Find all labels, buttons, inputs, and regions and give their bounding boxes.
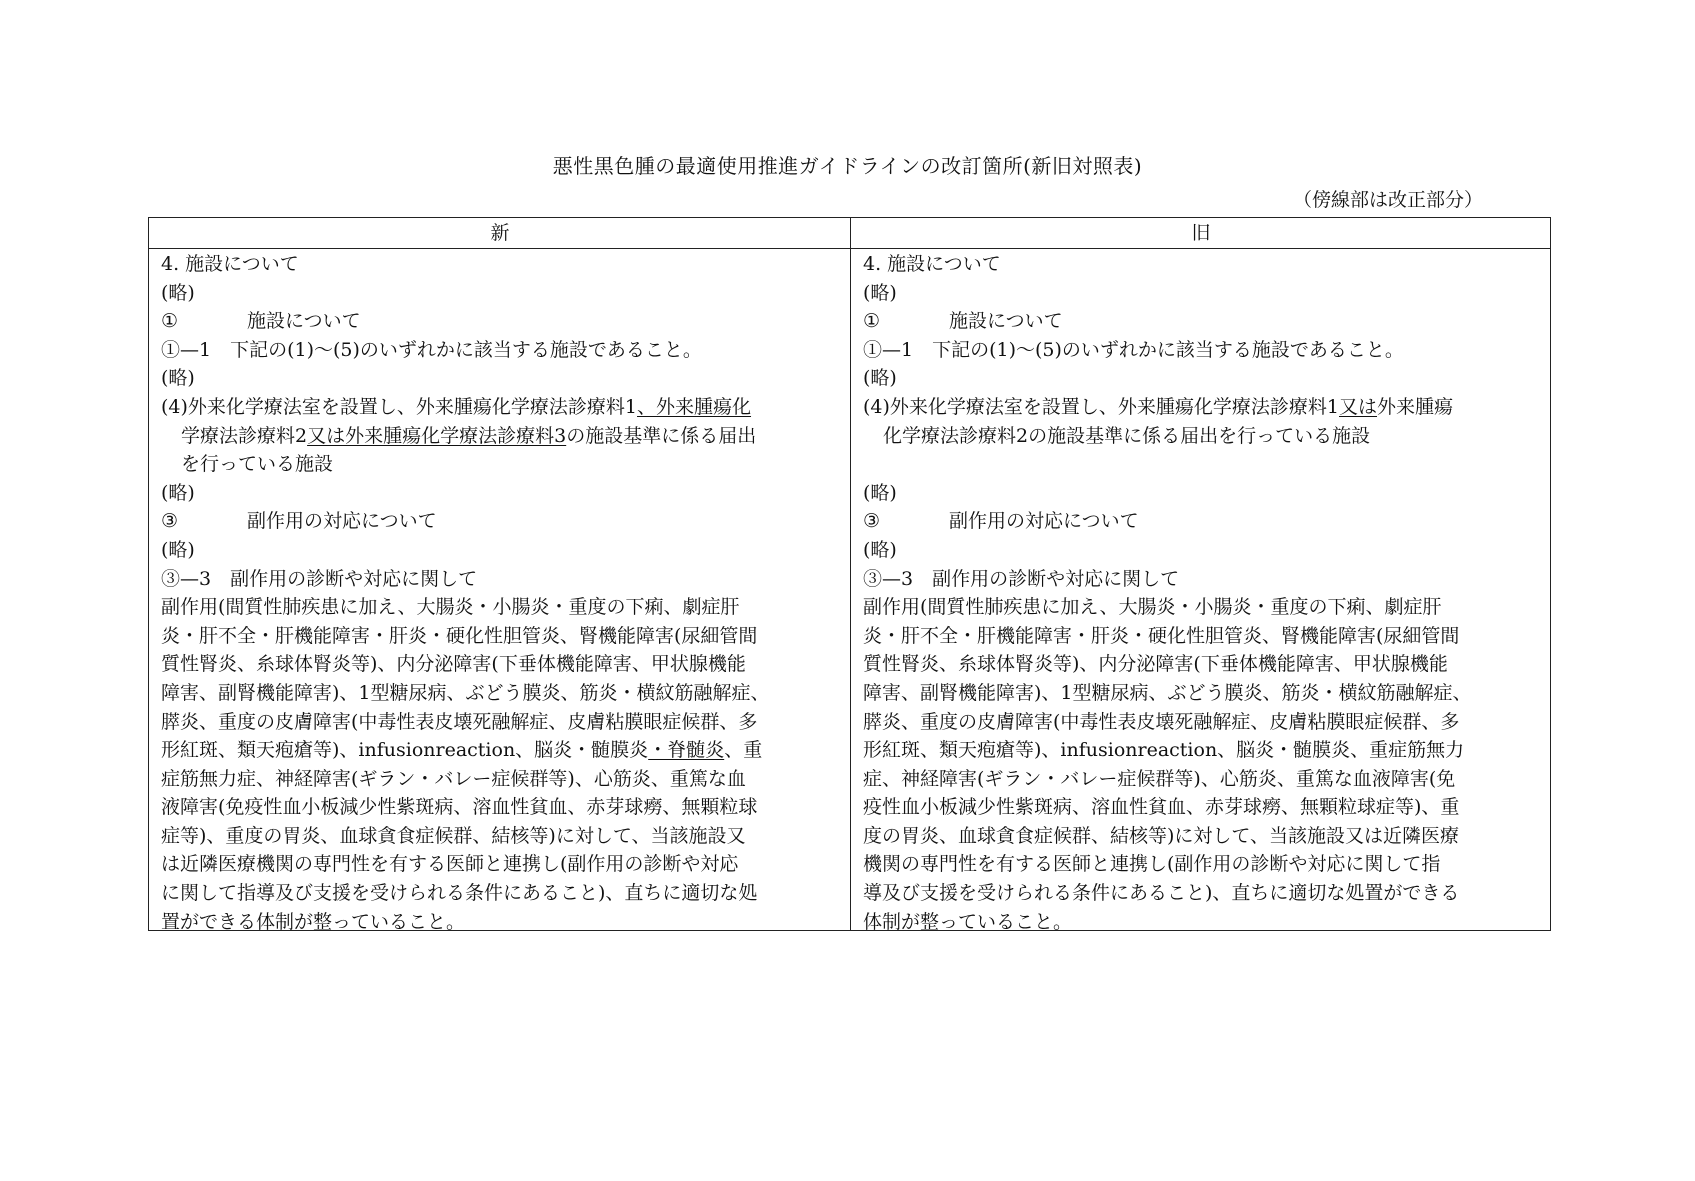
omitted-mark: (略) — [863, 367, 897, 390]
item4-text: の施設基準に係る届出 — [566, 424, 757, 447]
side-effects-line: 疫性血小板減少性紫斑病、溶血性貧血、赤芽球癆、無顆粒球症等)、重 — [863, 796, 1460, 819]
new-column-body — [161, 250, 846, 936]
column-divider — [850, 218, 851, 930]
omitted-mark: (略) — [863, 538, 897, 561]
section-heading: 4. 施設について — [161, 253, 299, 275]
item3-title: 副作用の対応について — [247, 510, 437, 533]
side-effects-line: 症、神経障害(ギラン・バレー症候群等)、心筋炎、重篤な血液障害(免 — [863, 767, 1456, 790]
underline-note: （傍線部は改正部分） — [1292, 189, 1483, 211]
side-effects-line: 体制が整っていること。 — [863, 910, 1073, 933]
column-header-old: 旧 — [851, 218, 1551, 249]
side-effects-underlined-text: ・脊髄炎 — [648, 739, 725, 762]
item4-line-1 — [161, 393, 846, 422]
side-effects-line: 炎・肝不全・肝機能障害・肝炎・硬化性胆管炎、腎機能障害(尿細管間 — [161, 624, 758, 647]
side-effects-line: 質性腎炎、糸球体腎炎等)、内分泌障害(下垂体機能障害、甲状腺機能 — [863, 653, 1448, 676]
side-effects-line: 膵炎、重度の皮膚障害(中毒性表皮壊死融解症、皮膚粘膜眼症候群、多 — [161, 710, 758, 733]
item4-text: 学療法診療料2 — [181, 424, 308, 447]
item1-heading — [161, 307, 846, 336]
item1-title: 施設について — [247, 310, 361, 333]
old-column-body — [863, 250, 1548, 936]
omitted-mark: (略) — [161, 481, 195, 504]
item4-text: 外来腫瘍 — [1377, 395, 1454, 418]
column-header-new: 新 — [149, 218, 851, 249]
item3-3-text: ③—3 副作用の診断や対応に関して — [863, 567, 1180, 590]
side-effects-text: 、重 — [724, 739, 763, 762]
item4-line-1 — [863, 393, 1548, 422]
side-effects-line: 炎・肝不全・肝機能障害・肝炎・硬化性胆管炎、腎機能障害(尿細管間 — [863, 624, 1460, 647]
item4-line-2 — [161, 422, 846, 451]
side-effects-line: 障害、副腎機能障害)、1型糖尿病、ぶどう膜炎、筋炎・横紋筋融解症、 — [161, 681, 770, 704]
side-effects-line: 膵炎、重度の皮膚障害(中毒性表皮壊死融解症、皮膚粘膜眼症候群、多 — [863, 710, 1460, 733]
item4-text: (4)外来化学療法室を設置し、外来腫瘍化学療法診療料1 — [863, 395, 1340, 418]
item4-line-2: 化学療法診療料2の施設基準に係る届出を行っている施設 — [883, 424, 1371, 447]
side-effects-line: 症等)、重度の胃炎、血球貪食症候群、結核等)に対して、当該施設又 — [161, 824, 746, 847]
side-effects-line: 置ができる体制が整っていること。 — [161, 910, 466, 933]
side-effects-line — [161, 736, 846, 765]
omitted-mark: (略) — [161, 538, 195, 561]
side-effects-line: 副作用(間質性肺疾患に加え、大腸炎・小腸炎・重度の下痢、劇症肝 — [863, 596, 1442, 619]
section-heading: 4. 施設について — [863, 253, 1001, 275]
side-effects-line: 症筋無力症、神経障害(ギラン・バレー症候群等)、心筋炎、重篤な血 — [161, 767, 746, 790]
comparison-table — [148, 217, 1551, 931]
side-effects-line: 質性腎炎、糸球体腎炎等)、内分泌障害(下垂体機能障害、甲状腺機能 — [161, 653, 746, 676]
item4-underlined-text: 又は外来腫瘍化学療法診療料3 — [307, 424, 567, 447]
item4-text: (4)外来化学療法室を設置し、外来腫瘍化学療法診療料1 — [161, 395, 638, 418]
item3-3-text: ③—3 副作用の診断や対応に関して — [161, 567, 478, 590]
item3-heading — [161, 507, 846, 536]
item1-number: ① — [863, 310, 881, 333]
side-effects-line: 度の胃炎、血球貪食症候群、結核等)に対して、当該施設又は近隣医療 — [863, 824, 1460, 847]
omitted-mark: (略) — [161, 281, 195, 304]
item1-1-text: ①—1 下記の(1)～(5)のいずれかに該当する施設であること。 — [161, 338, 702, 361]
item4-underlined-text: 、外来腫瘍化 — [637, 395, 752, 418]
item1-heading — [863, 307, 1548, 336]
side-effects-line: 障害、副腎機能障害)、1型糖尿病、ぶどう膜炎、筋炎・横紋筋融解症、 — [863, 681, 1472, 704]
item3-title: 副作用の対応について — [949, 510, 1139, 533]
item1-title: 施設について — [949, 310, 1063, 333]
item1-number: ① — [161, 310, 179, 333]
side-effects-line: 機関の専門性を有する医師と連携し(副作用の診断や対応に関して指 — [863, 853, 1441, 876]
document-title: 悪性黒色腫の最適使用推進ガイドラインの改訂箇所(新旧対照表) — [552, 154, 1143, 178]
omitted-mark: (略) — [863, 281, 897, 304]
item3-number: ③ — [161, 510, 179, 533]
omitted-mark: (略) — [863, 481, 897, 504]
item3-heading — [863, 507, 1548, 536]
side-effects-line: に関して指導及び支援を受けられる条件にあること)、直ちに適切な処 — [161, 882, 758, 905]
side-effects-text: 形紅斑、類天疱瘡等)、infusionreaction、脳炎・髄膜炎 — [161, 739, 649, 762]
blank-line — [863, 450, 1548, 479]
item3-number: ③ — [863, 510, 881, 533]
side-effects-line: 形紅斑、類天疱瘡等)、infusionreaction、脳炎・髄膜炎、重症筋無力 — [863, 739, 1465, 762]
omitted-mark: (略) — [161, 367, 195, 390]
item1-1-text: ①—1 下記の(1)～(5)のいずれかに該当する施設であること。 — [863, 338, 1404, 361]
side-effects-line: は近隣医療機関の専門性を有する医師と連携し(副作用の診断や対応 — [161, 853, 739, 876]
item4-underlined-text: 又は — [1339, 395, 1378, 418]
item4-line-3: を行っている施設 — [181, 453, 334, 476]
side-effects-line: 副作用(間質性肺疾患に加え、大腸炎・小腸炎・重度の下痢、劇症肝 — [161, 596, 740, 619]
side-effects-line: 液障害(免疫性血小板減少性紫斑病、溶血性貧血、赤芽球癆、無顆粒球 — [161, 796, 758, 819]
side-effects-line: 導及び支援を受けられる条件にあること)、直ちに適切な処置ができる — [863, 882, 1460, 905]
